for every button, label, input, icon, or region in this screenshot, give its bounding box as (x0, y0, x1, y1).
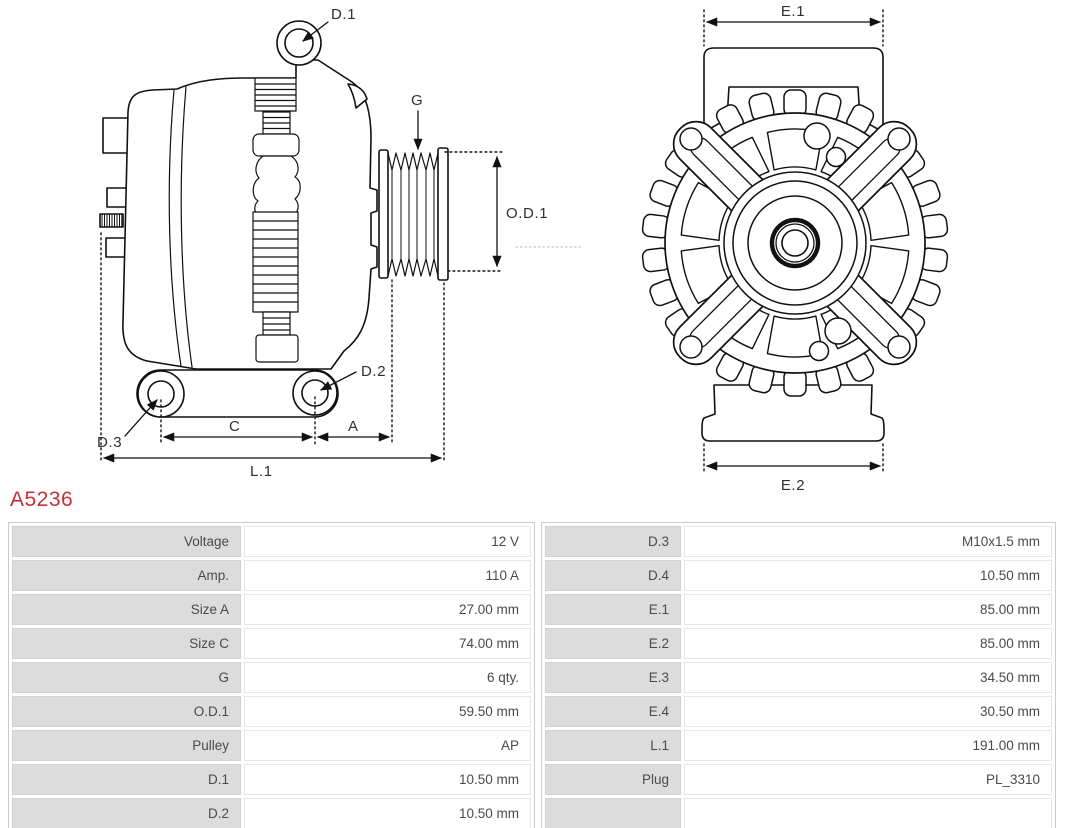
spec-table-right (541, 522, 1056, 828)
rotor-profile (253, 156, 300, 216)
spec-label: Size A (12, 594, 241, 625)
spec-label: Amp. (12, 560, 241, 591)
spec-value: M10x1.5 mm (684, 526, 1052, 557)
mounting-hole-d3 (148, 381, 174, 407)
spec-label: D.2 (12, 798, 241, 828)
dim-label-d1: D.1 (331, 6, 357, 23)
spec-label: D.3 (545, 526, 681, 557)
spec-value: 191.00 mm (684, 730, 1052, 761)
spec-value: 74.00 mm (244, 628, 531, 659)
alternator-body (123, 60, 377, 369)
spec-value: 6 qty. (244, 662, 531, 693)
spec-label: E.3 (545, 662, 681, 693)
table-row (545, 526, 1052, 557)
spec-value: 27.00 mm (244, 594, 531, 625)
dim-label-g: G (411, 92, 424, 109)
spec-label: Size C (12, 628, 241, 659)
dim-e1 (704, 3, 883, 46)
top-lug (277, 21, 321, 65)
brace-hole (888, 128, 910, 150)
dim-g (411, 92, 423, 149)
spec-label: E.4 (545, 696, 681, 727)
spec-label: D.4 (545, 560, 681, 591)
spec-value: AP (244, 730, 531, 761)
shaft-bore (782, 230, 808, 256)
spec-value: 10.50 mm (244, 764, 531, 795)
table-row (12, 696, 531, 727)
spec-label: L.1 (545, 730, 681, 761)
spec-label: Plug (545, 764, 681, 795)
spec-value: 85.00 mm (684, 628, 1052, 659)
dim-label-l1: L.1 (250, 463, 273, 480)
spec-label: D.1 (12, 764, 241, 795)
table-row (545, 696, 1052, 727)
dim-label-d3: D.3 (97, 434, 123, 451)
spec-value: 34.50 mm (684, 662, 1052, 693)
table-row (545, 662, 1052, 693)
spec-label: G (12, 662, 241, 693)
mounting-foot (137, 370, 338, 417)
brace-hole (680, 336, 702, 358)
spec-value: 85.00 mm (684, 594, 1052, 625)
shaft-and-pulley-face (724, 172, 866, 314)
dim-od1 (445, 152, 548, 271)
spec-label: Pulley (12, 730, 241, 761)
table-row (545, 730, 1052, 761)
table-row (545, 798, 1052, 828)
table-row (12, 526, 531, 557)
dim-label-c: C (229, 418, 241, 435)
spec-value: 12 V (244, 526, 531, 557)
table-row (12, 560, 531, 591)
dim-label-od1: O.D.1 (506, 205, 549, 222)
spec-value: 30.50 mm (684, 696, 1052, 727)
dim-label-d2: D.2 (361, 363, 387, 380)
spec-value: 59.50 mm (244, 696, 531, 727)
spec-label (545, 798, 681, 828)
table-row (545, 764, 1052, 795)
side-view (97, 6, 582, 480)
dim-e2 (704, 444, 883, 494)
table-row (12, 798, 531, 828)
dim-d1 (303, 6, 356, 41)
front-view (642, 3, 948, 494)
table-row (545, 594, 1052, 625)
part-number: A5236 (10, 488, 74, 511)
spec-label: Voltage (12, 526, 241, 557)
dim-label-a: A (348, 418, 359, 435)
table-row (12, 662, 531, 693)
spec-value: 10.50 mm (244, 798, 531, 828)
spec-value: 10.50 mm (684, 560, 1052, 591)
spec-value: PL_3310 (684, 764, 1052, 795)
spec-value (684, 798, 1052, 828)
mounting-hole-d1 (285, 29, 313, 57)
table-row (12, 628, 531, 659)
spec-table-left (8, 522, 535, 828)
table-row (12, 594, 531, 625)
table-row (545, 560, 1052, 591)
spec-label: E.1 (545, 594, 681, 625)
spec-tables (8, 522, 1056, 828)
spec-value: 110 A (244, 560, 531, 591)
brace-hole (680, 128, 702, 150)
pulley (379, 148, 448, 280)
dim-label-e1: E.1 (780, 3, 806, 20)
table-row (12, 764, 531, 795)
brace-hole (888, 336, 910, 358)
table-row (545, 628, 1052, 659)
dim-label-e2: E.2 (780, 477, 806, 494)
spec-label: O.D.1 (12, 696, 241, 727)
table-row (12, 730, 531, 761)
spec-label: E.2 (545, 628, 681, 659)
